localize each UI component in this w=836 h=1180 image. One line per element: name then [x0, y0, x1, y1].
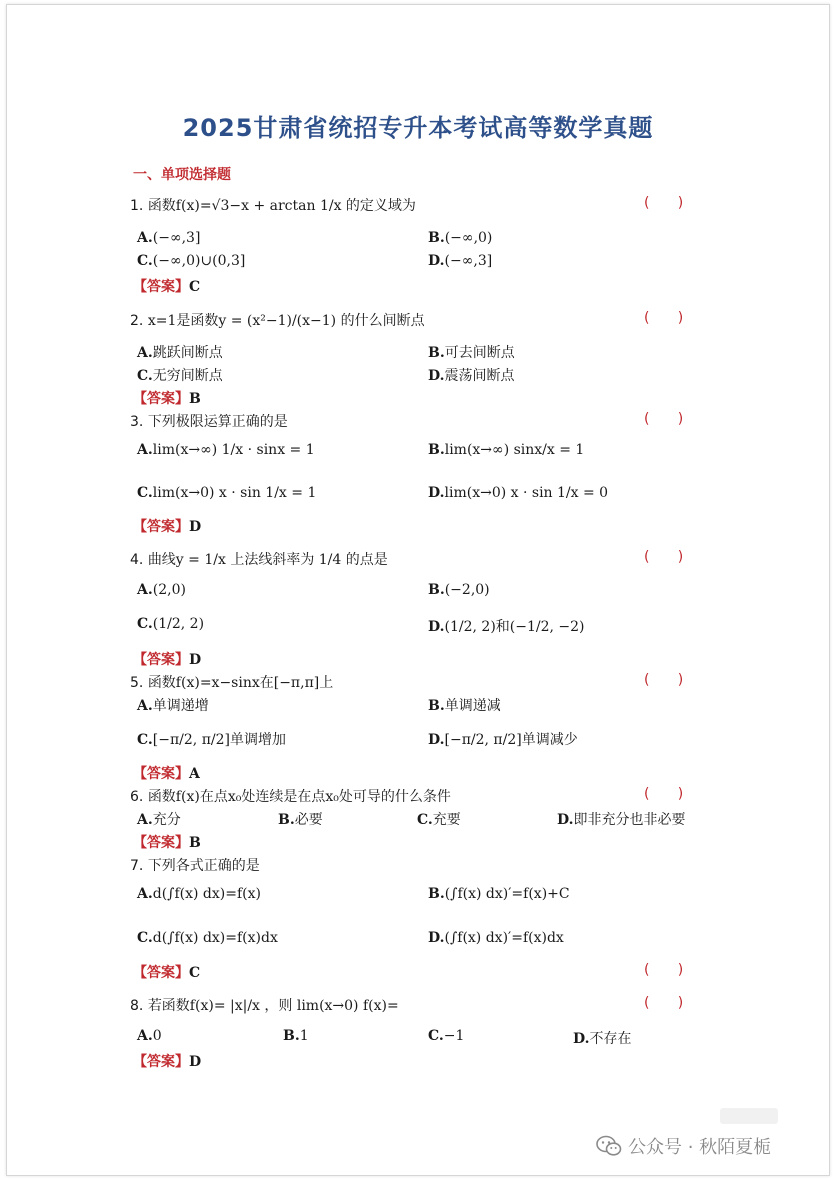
question-text: 下列各式正确的是	[147, 858, 260, 874]
answer-value: C	[189, 965, 201, 981]
option-letter: C.	[137, 616, 153, 632]
option-letter: C.	[137, 930, 153, 946]
option-letter: A.	[137, 886, 153, 902]
option-text: (1/2, 2)和(−1/2, −2)	[444, 619, 585, 635]
question-text: 函数f(x)=x−sinx在[−π,π]上	[147, 675, 334, 691]
section-heading: 一、单项选择题	[133, 167, 231, 183]
option-letter: D.	[428, 619, 445, 635]
option-text: (2,0)	[152, 582, 186, 598]
option-b	[278, 809, 323, 829]
answer-line	[133, 388, 201, 408]
option-a	[137, 809, 181, 829]
option-text: (−∞,0)∪(0,3]	[152, 253, 246, 269]
option-a	[137, 1028, 162, 1044]
option-letter: D.	[428, 253, 445, 269]
answer-label: 【答案】	[133, 1054, 189, 1070]
option-text: 即非充分也非必要	[573, 812, 686, 828]
option-text: (∫f(x) dx)′=f(x)dx	[444, 930, 564, 946]
option-text: 必要	[294, 812, 323, 828]
option-letter: A.	[137, 698, 153, 714]
answer-value: D	[189, 1054, 202, 1070]
option-text: 单调递减	[444, 698, 501, 714]
option-letter: D.	[557, 812, 574, 828]
option-b	[428, 342, 515, 362]
question-8	[130, 995, 399, 1015]
option-c	[137, 930, 278, 946]
option-d	[573, 1028, 632, 1048]
option-letter: C.	[417, 812, 433, 828]
answer-value: A	[189, 766, 200, 782]
option-text: [−π/2, π/2]单调增加	[152, 732, 286, 748]
option-letter: C.	[137, 485, 153, 501]
option-d	[557, 809, 686, 829]
option-c	[137, 365, 223, 385]
option-a	[137, 695, 209, 715]
option-text: 0	[152, 1028, 162, 1044]
option-letter: B.	[428, 698, 445, 714]
option-text: 震荡间断点	[444, 368, 515, 384]
question-number: 5.	[130, 675, 144, 691]
question-number: 4.	[130, 552, 144, 568]
answer-label: 【答案】	[133, 519, 189, 535]
answer-paren: ( )	[644, 672, 685, 688]
option-b	[428, 886, 570, 902]
option-letter: D.	[428, 732, 445, 748]
question-5	[130, 672, 333, 692]
option-letter: A.	[137, 442, 153, 458]
option-text: lim(x→∞) sinx/x = 1	[444, 442, 585, 458]
option-letter: C.	[428, 1028, 444, 1044]
question-text: 曲线y = 1/x 上法线斜率为 1/4 的点是	[147, 552, 388, 568]
answer-line	[133, 516, 201, 536]
question-1	[130, 195, 416, 215]
answer-label: 【答案】	[133, 391, 189, 407]
option-b	[283, 1028, 309, 1044]
answer-value: D	[189, 652, 202, 668]
answer-label: 【答案】	[133, 766, 189, 782]
option-letter: D.	[428, 368, 445, 384]
option-text: (∫f(x) dx)′=f(x)+C	[444, 886, 570, 902]
option-letter: D.	[428, 485, 445, 501]
option-c	[137, 485, 316, 501]
answer-label: 【答案】	[133, 965, 189, 981]
faded-mark	[720, 1108, 778, 1124]
option-letter: C.	[137, 732, 153, 748]
option-letter: A.	[137, 582, 153, 598]
question-number: 2.	[130, 313, 144, 329]
question-text: x=1是函数y = (x²−1)/(x−1) 的什么间断点	[147, 313, 425, 329]
option-letter: A.	[137, 1028, 153, 1044]
option-c	[137, 729, 286, 749]
watermark	[596, 1133, 771, 1159]
answer-paren: ( )	[644, 549, 685, 565]
option-letter: B.	[428, 442, 445, 458]
option-letter: A.	[137, 812, 153, 828]
question-7	[130, 855, 260, 875]
question-number: 3.	[130, 414, 144, 430]
answer-paren: ( )	[644, 962, 685, 978]
option-a	[137, 886, 261, 902]
wechat-icon	[596, 1135, 622, 1157]
answer-value: C	[189, 279, 201, 295]
option-text: 不存在	[589, 1031, 632, 1047]
answer-line	[133, 962, 200, 982]
option-text: 充分	[152, 812, 181, 828]
option-text: (−2,0)	[444, 582, 490, 598]
option-d	[428, 616, 585, 636]
answer-line	[133, 649, 201, 669]
option-text: 充要	[432, 812, 461, 828]
option-d	[428, 930, 564, 946]
option-letter: B.	[428, 582, 445, 598]
option-letter: C.	[137, 368, 153, 384]
option-text: 无穷间断点	[152, 368, 223, 384]
answer-line	[133, 832, 201, 852]
question-text: 若函数f(x)= |x|/x ，则 lim(x→0) f(x)=	[147, 998, 399, 1014]
answer-label: 【答案】	[133, 279, 189, 295]
watermark-text: 公众号 · 秋陌夏栀	[628, 1137, 772, 1158]
answer-paren: ( )	[644, 195, 685, 211]
question-number: 1.	[130, 198, 144, 214]
option-letter: A.	[137, 230, 153, 246]
option-text: 单调递增	[152, 698, 209, 714]
answer-paren: ( )	[644, 411, 685, 427]
option-text: lim(x→∞) 1/x · sinx = 1	[152, 442, 315, 458]
option-b	[428, 582, 490, 598]
answer-paren: ( )	[644, 995, 685, 1011]
option-text: lim(x→0) x · sin 1/x = 1	[152, 485, 317, 501]
question-number: 6.	[130, 789, 144, 805]
option-letter: D.	[428, 930, 445, 946]
answer-paren: ( )	[644, 310, 685, 326]
answer-value: D	[189, 519, 202, 535]
option-d	[428, 253, 492, 269]
option-d	[428, 729, 578, 749]
option-text: d(∫f(x) dx)=f(x)	[152, 886, 261, 902]
option-letter: B.	[428, 886, 445, 902]
option-text: d(∫f(x) dx)=f(x)dx	[152, 930, 278, 946]
question-2	[130, 310, 425, 330]
option-text: (1/2, 2)	[152, 616, 205, 632]
option-a	[137, 442, 315, 458]
answer-label: 【答案】	[133, 835, 189, 851]
option-c	[137, 616, 204, 632]
option-a	[137, 582, 186, 598]
option-a	[137, 230, 200, 246]
option-b	[428, 695, 501, 715]
option-a	[137, 342, 223, 362]
option-text: (−∞,3]	[444, 253, 493, 269]
option-text: [−π/2, π/2]单调减少	[444, 732, 578, 748]
question-6	[130, 786, 451, 806]
answer-value: B	[189, 391, 201, 407]
option-text: (−∞,0)	[444, 230, 493, 246]
page-title: 2025甘肃省统招专升本考试高等数学真题	[182, 114, 654, 142]
question-text: 函数f(x)=√3−x + arctan 1/x 的定义域为	[147, 198, 416, 214]
option-text: lim(x→0) x · sin 1/x = 0	[444, 485, 609, 501]
option-c	[137, 253, 245, 269]
option-text: 可去间断点	[444, 345, 515, 361]
option-letter: A.	[137, 345, 153, 361]
question-number: 8.	[130, 998, 144, 1014]
answer-line	[133, 276, 200, 296]
answer-line	[133, 1051, 201, 1071]
option-letter: B.	[428, 345, 445, 361]
option-letter: B.	[428, 230, 445, 246]
option-c	[417, 809, 461, 829]
option-text: 1	[299, 1028, 309, 1044]
option-d	[428, 485, 608, 501]
answer-label: 【答案】	[133, 652, 189, 668]
option-letter: B.	[283, 1028, 300, 1044]
question-text: 下列极限运算正确的是	[147, 414, 288, 430]
option-letter: C.	[137, 253, 153, 269]
answer-line	[133, 763, 200, 783]
option-text: (−∞,3]	[152, 230, 201, 246]
answer-value: B	[189, 835, 201, 851]
option-text: 跳跃间断点	[152, 345, 223, 361]
option-letter: D.	[573, 1031, 590, 1047]
answer-paren: ( )	[644, 786, 685, 802]
option-letter: B.	[278, 812, 295, 828]
option-text: −1	[443, 1028, 465, 1044]
option-b	[428, 230, 492, 246]
question-text: 函数f(x)在点x₀处连续是在点x₀处可导的什么条件	[147, 789, 451, 805]
option-c	[428, 1028, 464, 1044]
option-b	[428, 442, 584, 458]
option-d	[428, 365, 515, 385]
question-number: 7.	[130, 858, 144, 874]
question-4	[130, 549, 388, 569]
question-3	[130, 411, 288, 431]
